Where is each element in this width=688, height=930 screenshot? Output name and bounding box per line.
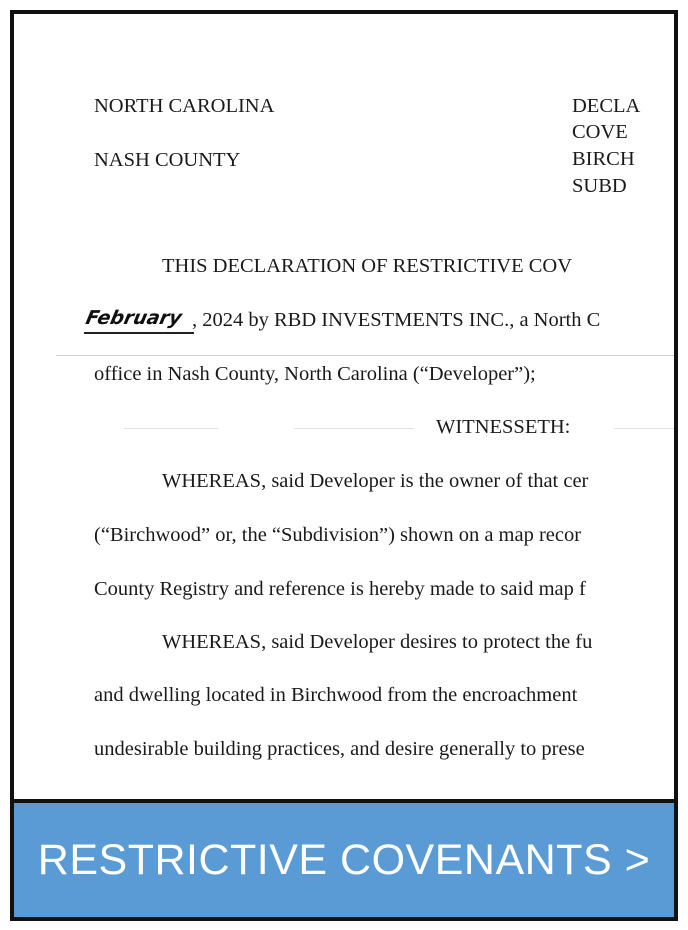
scan-artifact-line	[124, 428, 219, 429]
doc-heading-witnesseth: WITNESSETH:	[436, 416, 571, 438]
doc-line-9: undesirable building practices, and desire generally to prese	[94, 738, 585, 760]
restrictive-covenants-link[interactable]	[14, 803, 674, 917]
header-state: NORTH CAROLINA	[94, 95, 275, 117]
doc-line-5: (“Birchwood” or, the “Subdivision”) shown on a map recor	[94, 524, 582, 546]
header-right-line-2: COVE	[572, 121, 628, 143]
header-right-line-4: SUBD	[572, 175, 627, 197]
doc-line-4: WHEREAS, said Developer is the owner of that cer	[162, 470, 589, 492]
doc-line-2: , 2024 by RBD INVESTMENTS INC., a North C	[192, 309, 601, 331]
doc-line-8: and dwelling located in Birchwood from the encroachment	[94, 684, 578, 706]
header-county: NASH COUNTY	[94, 149, 241, 171]
date-blank-underline	[84, 332, 194, 334]
scan-artifact-line	[56, 355, 674, 356]
scan-artifact-line	[294, 428, 414, 429]
doc-line-3: office in Nash County, North Carolina (“Developer”);	[94, 363, 536, 385]
document-scan-preview	[14, 14, 674, 799]
restrictive-covenants-label: RESTRICTIVE COVENANTS >	[37, 835, 651, 884]
header-right-line-3: BIRCH	[572, 148, 635, 170]
doc-line-7: WHEREAS, said Developer desires to protect the fu	[162, 631, 593, 653]
card-frame[interactable]	[10, 10, 678, 921]
scan-artifact-line	[614, 428, 674, 429]
handwritten-month: February	[83, 307, 184, 329]
doc-line-1: THIS DECLARATION OF RESTRICTIVE COV	[162, 255, 572, 277]
header-right-line-1: DECLA	[572, 95, 641, 117]
doc-line-6: County Registry and reference is hereby made to said map f	[94, 578, 586, 600]
